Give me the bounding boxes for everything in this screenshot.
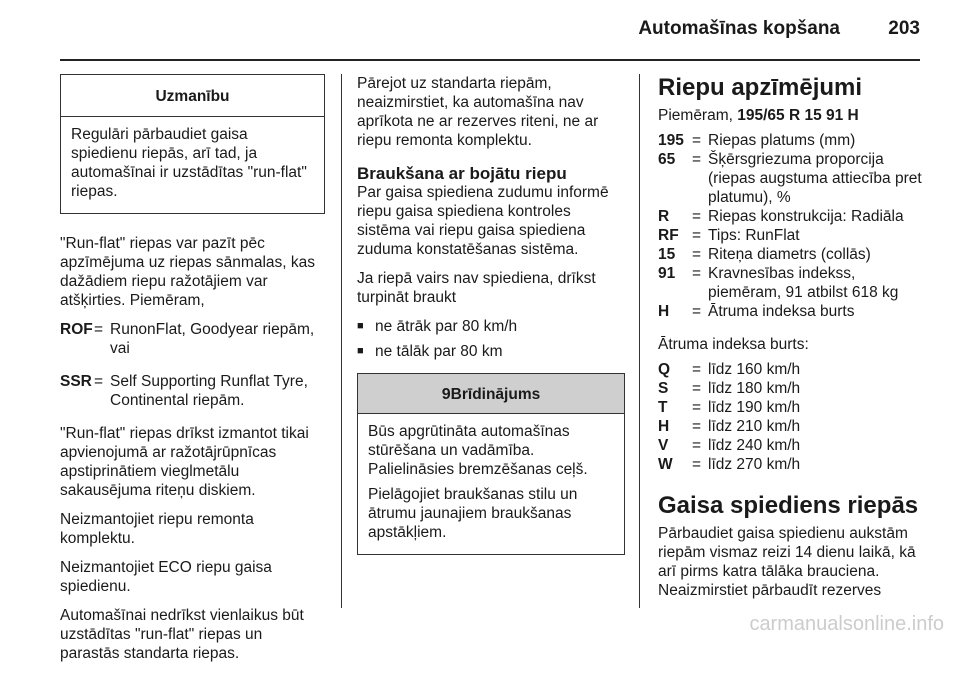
runflat-intro: "Run-flat" riepas var pazīt pēc apzīmējuma uz riepas sānmalas, kas dažādiem riepu ražotājiem var atšķirties. Piemēram,	[60, 235, 316, 309]
example-code: 195/65 R 15 91 H	[737, 107, 859, 124]
runflat-codes	[60, 320, 325, 410]
column-divider	[639, 74, 640, 608]
warning-box	[357, 373, 625, 555]
warning-text: Pielāgojiet braukšanas stilu un ātrumu jaunajiem braukšanas apstākļiem.	[368, 486, 578, 541]
tyre-code-definitions	[658, 131, 923, 321]
paragraph: Pārbaudiet gaisa spiedienu aukstām riepām vismaz reizi 14 dienu laikā, kā arī pirms katra tālāka brauciena. Neaizmirstiet pārbaudīt rezerves	[658, 525, 916, 599]
definition-row: RF = Tips: RunFlat	[658, 227, 800, 244]
paragraph: Ja riepā vairs nav spiediena, drīkst turpināt braukt	[357, 270, 596, 306]
list-item: ■ ne ātrāk par 80 km/h	[357, 318, 518, 335]
warning-title-bar	[358, 374, 624, 414]
warning-icon: 9	[441, 386, 451, 403]
section-heading: Riepu apzīmējumi	[658, 74, 863, 101]
column-middle	[357, 74, 625, 575]
page-number: 203	[888, 18, 920, 39]
definition-row: 91 = Kravnesības indekss, piemēram, 91 atbilst 618 kg	[658, 265, 899, 301]
definition-row: R = Riepas konstrukcija: Radiāla	[658, 208, 904, 225]
definition-row: ROF = RunonFlat, Goodyear riepām, vai	[60, 320, 325, 358]
definition-row: SSR = Self Supporting Runflat Tyre, Continental riepām.	[60, 372, 325, 410]
definition-row: 195 = Riepas platums (mm)	[658, 132, 856, 149]
header-divider	[60, 59, 920, 61]
caution-title: Uzmanību	[61, 75, 324, 117]
definition-row: V = līdz 240 km/h	[658, 437, 801, 454]
definition-key: ROF	[60, 321, 93, 338]
paragraph: Par gaisa spiediena zudumu informē riepu gaisa spiediena kontroles sistēma vai riepu gaisa spiediena zuduma konstatēšanas sistēma.	[357, 184, 609, 258]
section-heading: Gaisa spiediens riepās	[658, 492, 919, 519]
example-line: Piemēram, 195/65 R 15 91 H	[658, 107, 859, 124]
definition-row: S = līdz 180 km/h	[658, 380, 801, 397]
paragraph: "Run-flat" riepas drīkst izmantot tikai apvienojumā ar ražotājrūpnīcas apstiprinātiem vieglmetālu sakausējuma riteņu diskiem.	[60, 425, 309, 499]
paragraph: Neizmantojiet riepu remonta komplektu.	[60, 511, 254, 547]
definition-row: 65 = Šķērsgriezuma proporcija (riepas augstuma attiecība pret platumu), %	[658, 151, 922, 206]
caution-text: Regulāri pārbaudiet gaisa spiedienu riepās, arī tad, ja automašīnai ir uzstādītas "run-flat" riepas.	[71, 126, 307, 200]
warning-title: Brīdinājums	[450, 386, 541, 403]
definition-row: H = Ātruma indeksa burts	[658, 303, 855, 320]
column-left	[60, 74, 325, 673]
paragraph: Pārejot uz standarta riepām, neaizmirstiet, ka automašīna nav aprīkota ne ar rezerves riteni, ne ar riepu remonta komplektu.	[357, 75, 599, 149]
paragraph: Automašīnai nedrīkst vienlaikus būt uzstādītas "run-flat" riepas un parastās standarta riepas.	[60, 607, 304, 662]
definition-value: Self Supporting Runflat Tyre, Continental riepām.	[110, 373, 308, 409]
definition-row: 15 = Riteņa diametrs (collās)	[658, 246, 871, 263]
column-divider	[341, 74, 342, 608]
speed-index-label: Ātruma indeksa burts:	[658, 336, 809, 353]
bullet-icon: ■	[357, 320, 364, 332]
definition-row: H = līdz 210 km/h	[658, 418, 801, 435]
column-right	[658, 74, 923, 610]
watermark: carmanualsonline.info	[749, 613, 944, 635]
list-item: ■ ne tālāk par 80 km	[357, 343, 503, 360]
caution-box	[60, 74, 325, 214]
page-header-title: Automašīnas kopšana	[638, 18, 840, 39]
definition-row: W = līdz 270 km/h	[658, 456, 801, 473]
speed-index-list	[658, 360, 923, 474]
definition-value: RunonFlat, Goodyear riepām, vai	[110, 321, 315, 357]
warning-text: Būs apgrūtināta automašīnas stūrēšana un vadāmība. Palielināsies bremzēšanas ceļš.	[368, 423, 588, 478]
subheading: Braukšana ar bojātu riepu	[357, 164, 567, 183]
definition-row: Q = līdz 160 km/h	[658, 361, 801, 378]
definition-key: SSR	[60, 373, 92, 390]
paragraph: Neizmantojiet ECO riepu gaisa spiedienu.	[60, 559, 272, 595]
definition-row: T = līdz 190 km/h	[658, 399, 801, 416]
bullet-icon: ■	[357, 345, 364, 357]
